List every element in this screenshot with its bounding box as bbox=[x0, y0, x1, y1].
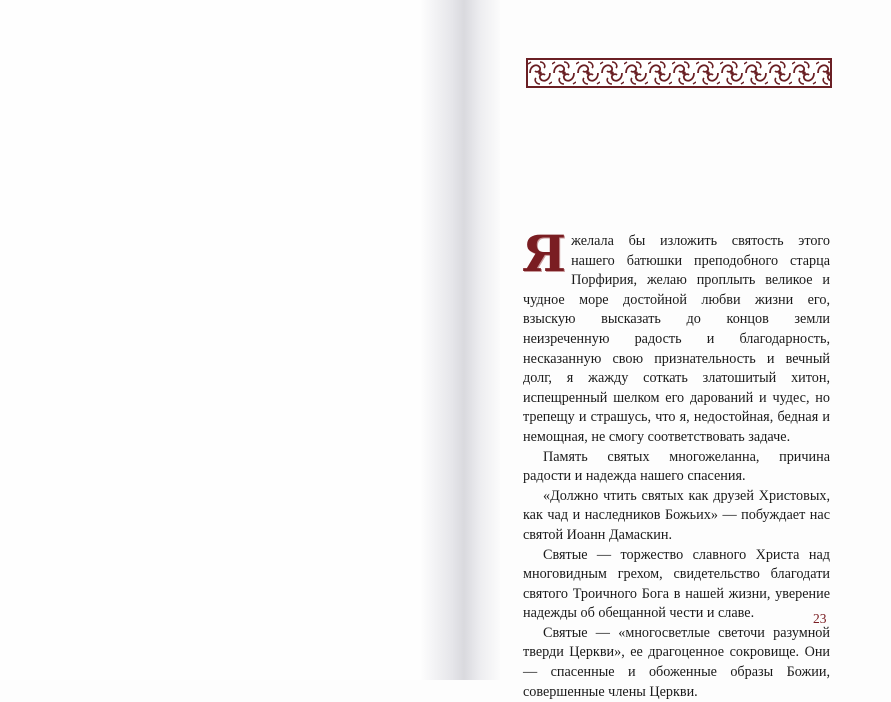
decorative-ornament-band bbox=[526, 58, 832, 88]
first-paragraph-text: желала бы изложить святость этого нашего батюшки преподобного старца Порфирия, желаю проплыть великое и чудное море достойной любви жизни его, взыскую высказать до концов земли неизреченную радость и благодарность, несказанную свою признательность и вечный долг, я жажду соткать златошитый хитон, испещренный шелком его дарований и чудес, но трепещу и страшусь, что я, недостойная, бедная и немощная, не смогу соответствовать задаче. bbox=[523, 233, 830, 445]
page-number: 23 bbox=[813, 611, 827, 626]
ornament-pattern-icon bbox=[528, 60, 830, 86]
paragraph: Память святых многожеланна, причина радости и надежда нашего спасения. bbox=[523, 448, 830, 485]
drop-cap: Я bbox=[522, 224, 567, 283]
first-paragraph bbox=[522, 224, 830, 448]
paragraph: «Должно чтить святых как друзей Христовых, как чад и наследников Божьих» — побуждает нас святой Иоанн Дамаскин. bbox=[523, 487, 830, 543]
paragraph: Святые — торжество славного Христа над многовидным грехом, свидетельство благодати святого Троичного Бога в нашей жизни, уверение надежды об обещанной чести и славе. bbox=[523, 546, 830, 622]
main-text bbox=[522, 224, 830, 702]
left-page-blank bbox=[0, 0, 440, 680]
paragraph: Святые — «многосветлые светочи разумной тверди Церкви», ее драгоценное сокровище. Они — спасенные и обоженные образы Божии, совершенные члены Церкви. bbox=[523, 624, 830, 700]
